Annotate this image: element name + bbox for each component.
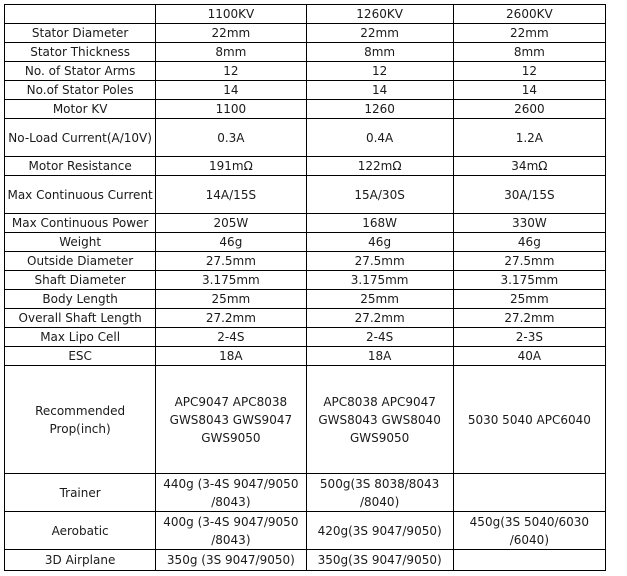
table-cell: 18A bbox=[156, 347, 306, 366]
table-cell: 0.3A bbox=[156, 119, 306, 157]
table-row bbox=[5, 43, 606, 62]
table-cell: 420g(3S 9047/9050) bbox=[306, 512, 453, 550]
row-label: ESC bbox=[5, 347, 156, 366]
header-corner bbox=[5, 5, 156, 24]
row-label: No. of Stator Arms bbox=[5, 62, 156, 81]
table-cell: 2-4S bbox=[156, 328, 306, 347]
table-cell: 27.5mm bbox=[156, 252, 306, 271]
spec-table bbox=[4, 4, 606, 571]
table-cell: 0.4A bbox=[306, 119, 453, 157]
table-cell: 122mΩ bbox=[306, 157, 453, 176]
row-label: Max Continuous Power bbox=[5, 214, 156, 233]
table-cell: 168W bbox=[306, 214, 453, 233]
table-cell: 350g (3S 9047/9050) bbox=[156, 550, 306, 571]
table-row bbox=[5, 290, 606, 309]
row-label: Body Length bbox=[5, 290, 156, 309]
table-cell: 8mm bbox=[453, 43, 605, 62]
table-row bbox=[5, 81, 606, 100]
table-cell: 40A bbox=[453, 347, 605, 366]
table-row bbox=[5, 100, 606, 119]
table-cell: 2-3S bbox=[453, 328, 605, 347]
row-label: Max Lipo Cell bbox=[5, 328, 156, 347]
table-row bbox=[5, 24, 606, 43]
row-label: Aerobatic bbox=[5, 512, 156, 550]
table-cell: 46g bbox=[306, 233, 453, 252]
table-cell: 1.2A bbox=[453, 119, 605, 157]
table-cell: 450g(3S 5040/6030 /6040) bbox=[453, 512, 605, 550]
table-cell: 27.2mm bbox=[156, 309, 306, 328]
table-cell: 25mm bbox=[156, 290, 306, 309]
table-cell: 27.2mm bbox=[306, 309, 453, 328]
table-row bbox=[5, 366, 606, 474]
table-row bbox=[5, 550, 606, 571]
table-row bbox=[5, 252, 606, 271]
header-1260kv: 1260KV bbox=[306, 5, 453, 24]
table-cell: 14 bbox=[156, 81, 306, 100]
row-label: Weight bbox=[5, 233, 156, 252]
table-cell: 27.2mm bbox=[453, 309, 605, 328]
table-row bbox=[5, 512, 606, 550]
row-label: Recommended Prop(inch) bbox=[5, 366, 156, 474]
header-1100kv: 1100KV bbox=[156, 5, 306, 24]
table-row bbox=[5, 347, 606, 366]
table-cell: 46g bbox=[156, 233, 306, 252]
table-cell: 2-4S bbox=[306, 328, 453, 347]
table-cell: 191mΩ bbox=[156, 157, 306, 176]
header-2600kv: 2600KV bbox=[453, 5, 605, 24]
table-cell: 14 bbox=[306, 81, 453, 100]
table-cell: 22mm bbox=[306, 24, 453, 43]
table-row bbox=[5, 62, 606, 81]
table-cell: 27.5mm bbox=[453, 252, 605, 271]
table-row bbox=[5, 309, 606, 328]
table-cell: 14A/15S bbox=[156, 176, 306, 214]
table-cell: 18A bbox=[306, 347, 453, 366]
spec-body bbox=[5, 24, 606, 571]
table-cell: 34mΩ bbox=[453, 157, 605, 176]
row-label: No-Load Current(A/10V) bbox=[5, 119, 156, 157]
table-cell: 350g(3S 9047/9050) bbox=[306, 550, 453, 571]
table-cell: 12 bbox=[453, 62, 605, 81]
table-cell: 1100 bbox=[156, 100, 306, 119]
table-cell: 14 bbox=[453, 81, 605, 100]
row-label: Trainer bbox=[5, 474, 156, 512]
table-row bbox=[5, 119, 606, 157]
table-cell: 440g (3-4S 9047/9050 /8043) bbox=[156, 474, 306, 512]
header-row bbox=[5, 5, 606, 24]
table-cell: 22mm bbox=[156, 24, 306, 43]
table-cell: 25mm bbox=[453, 290, 605, 309]
row-label: 3D Airplane bbox=[5, 550, 156, 571]
row-label: Motor KV bbox=[5, 100, 156, 119]
table-cell: 22mm bbox=[453, 24, 605, 43]
table-cell: 205W bbox=[156, 214, 306, 233]
table-cell: 25mm bbox=[306, 290, 453, 309]
row-label: Shaft Diameter bbox=[5, 271, 156, 290]
table-row bbox=[5, 233, 606, 252]
row-label: Stator Thickness bbox=[5, 43, 156, 62]
table-cell: 12 bbox=[156, 62, 306, 81]
table-cell: 30A/15S bbox=[453, 176, 605, 214]
table-cell: 46g bbox=[453, 233, 605, 252]
table-cell: 3.175mm bbox=[453, 271, 605, 290]
table-cell: 15A/30S bbox=[306, 176, 453, 214]
table-cell: 330W bbox=[453, 214, 605, 233]
table-cell: 8mm bbox=[156, 43, 306, 62]
table-cell bbox=[453, 550, 605, 571]
table-cell: 12 bbox=[306, 62, 453, 81]
row-label: Motor Resistance bbox=[5, 157, 156, 176]
table-cell: 2600 bbox=[453, 100, 605, 119]
row-label: Max Continuous Current bbox=[5, 176, 156, 214]
table-cell: 3.175mm bbox=[306, 271, 453, 290]
row-label: Outside Diameter bbox=[5, 252, 156, 271]
table-cell: 27.5mm bbox=[306, 252, 453, 271]
row-label: No.of Stator Poles bbox=[5, 81, 156, 100]
table-cell: APC8038 APC9047 GWS8043 GWS8040 GWS9050 bbox=[306, 366, 453, 474]
table-row bbox=[5, 271, 606, 290]
table-cell: 400g (3-4S 9047/9050 /8043) bbox=[156, 512, 306, 550]
table-cell: 1260 bbox=[306, 100, 453, 119]
table-row bbox=[5, 176, 606, 214]
table-cell bbox=[453, 474, 605, 512]
table-row bbox=[5, 474, 606, 512]
table-row bbox=[5, 328, 606, 347]
row-label: Stator Diameter bbox=[5, 24, 156, 43]
row-label: Overall Shaft Length bbox=[5, 309, 156, 328]
table-cell: 500g(3S 8038/8043 /8040) bbox=[306, 474, 453, 512]
table-cell: APC9047 APC8038 GWS8043 GWS9047 GWS9050 bbox=[156, 366, 306, 474]
table-cell: 5030 5040 APC6040 bbox=[453, 366, 605, 474]
table-row bbox=[5, 214, 606, 233]
table-cell: 3.175mm bbox=[156, 271, 306, 290]
table-cell: 8mm bbox=[306, 43, 453, 62]
table-row bbox=[5, 157, 606, 176]
